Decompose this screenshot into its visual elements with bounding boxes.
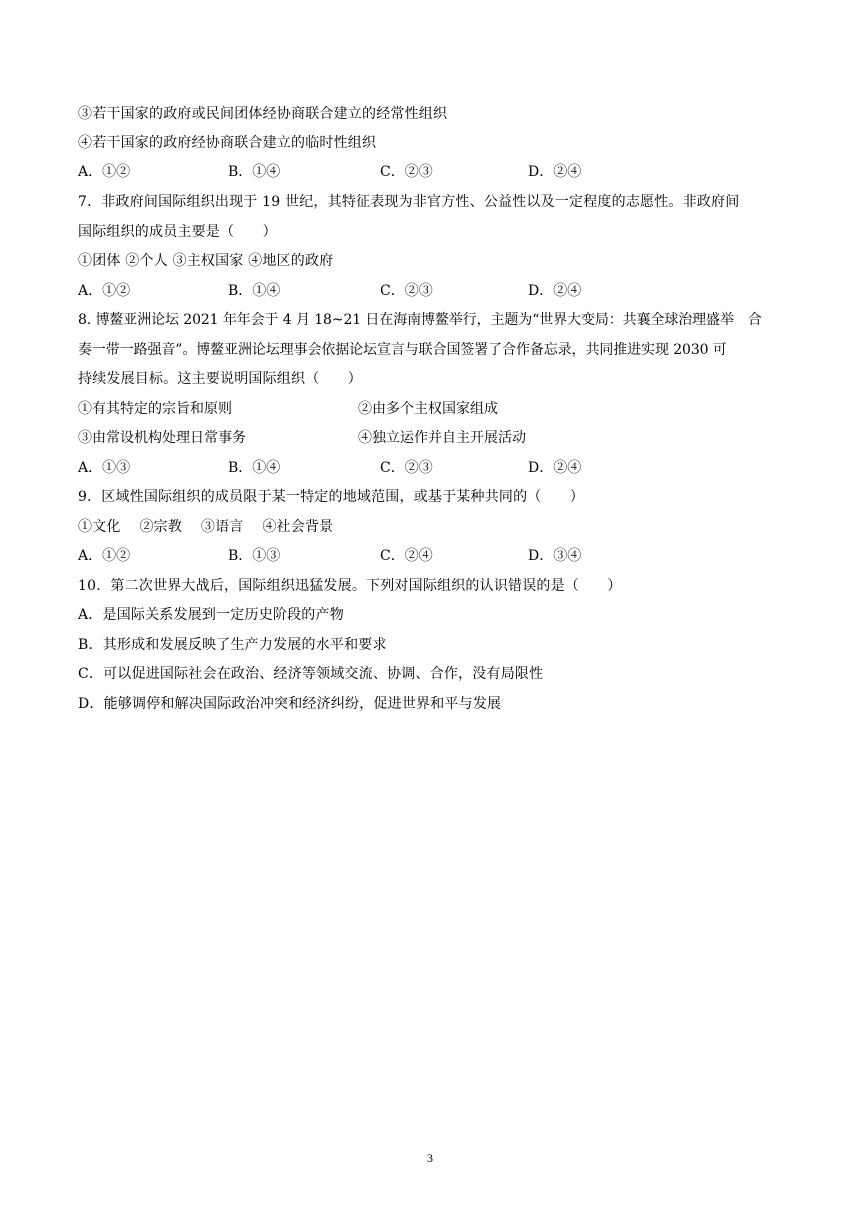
q7-stem-line-1: 7．非政府间国际组织出现于 19 世纪，其特征表现为非官方性、公益性以及一定程度的志愿性。非政府间 [78, 194, 740, 210]
q6-statement-3: ③若干国家的政府或民间团体经协商联合建立的经常性组织 [78, 106, 448, 122]
q8-stem-line-2: 奏一带一路强音”。博鳌亚洲论坛理事会依据论坛宣言与联合国签署了合作备忘录，共同推进实现 2030 可 [78, 342, 727, 358]
q10-option-b: B．其形成和发展反映了生产力发展的水平和要求 [78, 637, 387, 653]
q6-statement-4: ④若干国家的政府经协商联合建立的临时性组织 [78, 135, 377, 151]
q8-option-d: D．②④ [528, 460, 582, 476]
q6-option-b: B．①④ [228, 164, 281, 180]
page-number: 3 [427, 1151, 433, 1165]
q10-option-a: A．是国际关系发展到一定历史阶段的产物 [78, 607, 344, 623]
q9-option-b: B．①③ [228, 548, 281, 564]
q10-option-d: D．能够调停和解决国际政治冲突和经济纠纷，促进世界和平与发展 [78, 696, 502, 712]
q7-option-d: D．②④ [528, 283, 582, 299]
q6-option-c: C．②③ [380, 164, 433, 180]
q9-option-c: C．②④ [380, 548, 433, 564]
q8-statement-3: ③由常设机构处理日常事务 [78, 430, 246, 446]
q8-statement-1: ①有其特定的宗旨和原则 [78, 401, 232, 417]
q6-option-d: D．②④ [528, 164, 582, 180]
q7-option-b: B．①④ [228, 283, 281, 299]
q8-option-c: C．②③ [380, 460, 433, 476]
q9-stem-line-1: 9．区域性国际组织的成员限于某一特定的地域范围，或基于某种共同的（ ） [78, 489, 585, 505]
q8-statement-4: ④独立运作并自主开展活动 [358, 430, 526, 446]
q8-option-a: A．①③ [78, 460, 131, 476]
q9-option-d: D．③④ [528, 548, 582, 564]
q8-statement-2: ②由多个主权国家组成 [358, 401, 498, 417]
q6-option-a: A．①② [78, 164, 131, 180]
q8-stem-line-1: 8. 博鳌亚洲论坛 2021 年年会于 4 月 18~21 日在海南博鳌举行，主题为“世界大变局：共襄全球治理盛举 合 [78, 312, 762, 328]
q7-stem-line-2: 国际组织的成员主要是（ ） [78, 224, 277, 240]
q10-option-c: C．可以促进国际社会在政治、经济等领域交流、协调、合作，没有局限性 [78, 666, 544, 682]
q9-option-a: A．①② [78, 548, 131, 564]
q7-statements: ①团体 ②个人 ③主权国家 ④地区的政府 [78, 253, 334, 269]
q9-statements: ①文化 ②宗教 ③语言 ④社会背景 [78, 519, 334, 535]
q7-option-c: C．②③ [380, 283, 433, 299]
q7-option-a: A．①② [78, 283, 131, 299]
q8-stem-line-3: 持续发展目标。这主要说明国际组织（ ） [78, 371, 362, 387]
q8-option-b: B．①④ [228, 460, 281, 476]
q10-stem-line-1: 10．第二次世界大战后，国际组织迅猛发展。下列对国际组织的认识错误的是（ ） [78, 578, 622, 594]
